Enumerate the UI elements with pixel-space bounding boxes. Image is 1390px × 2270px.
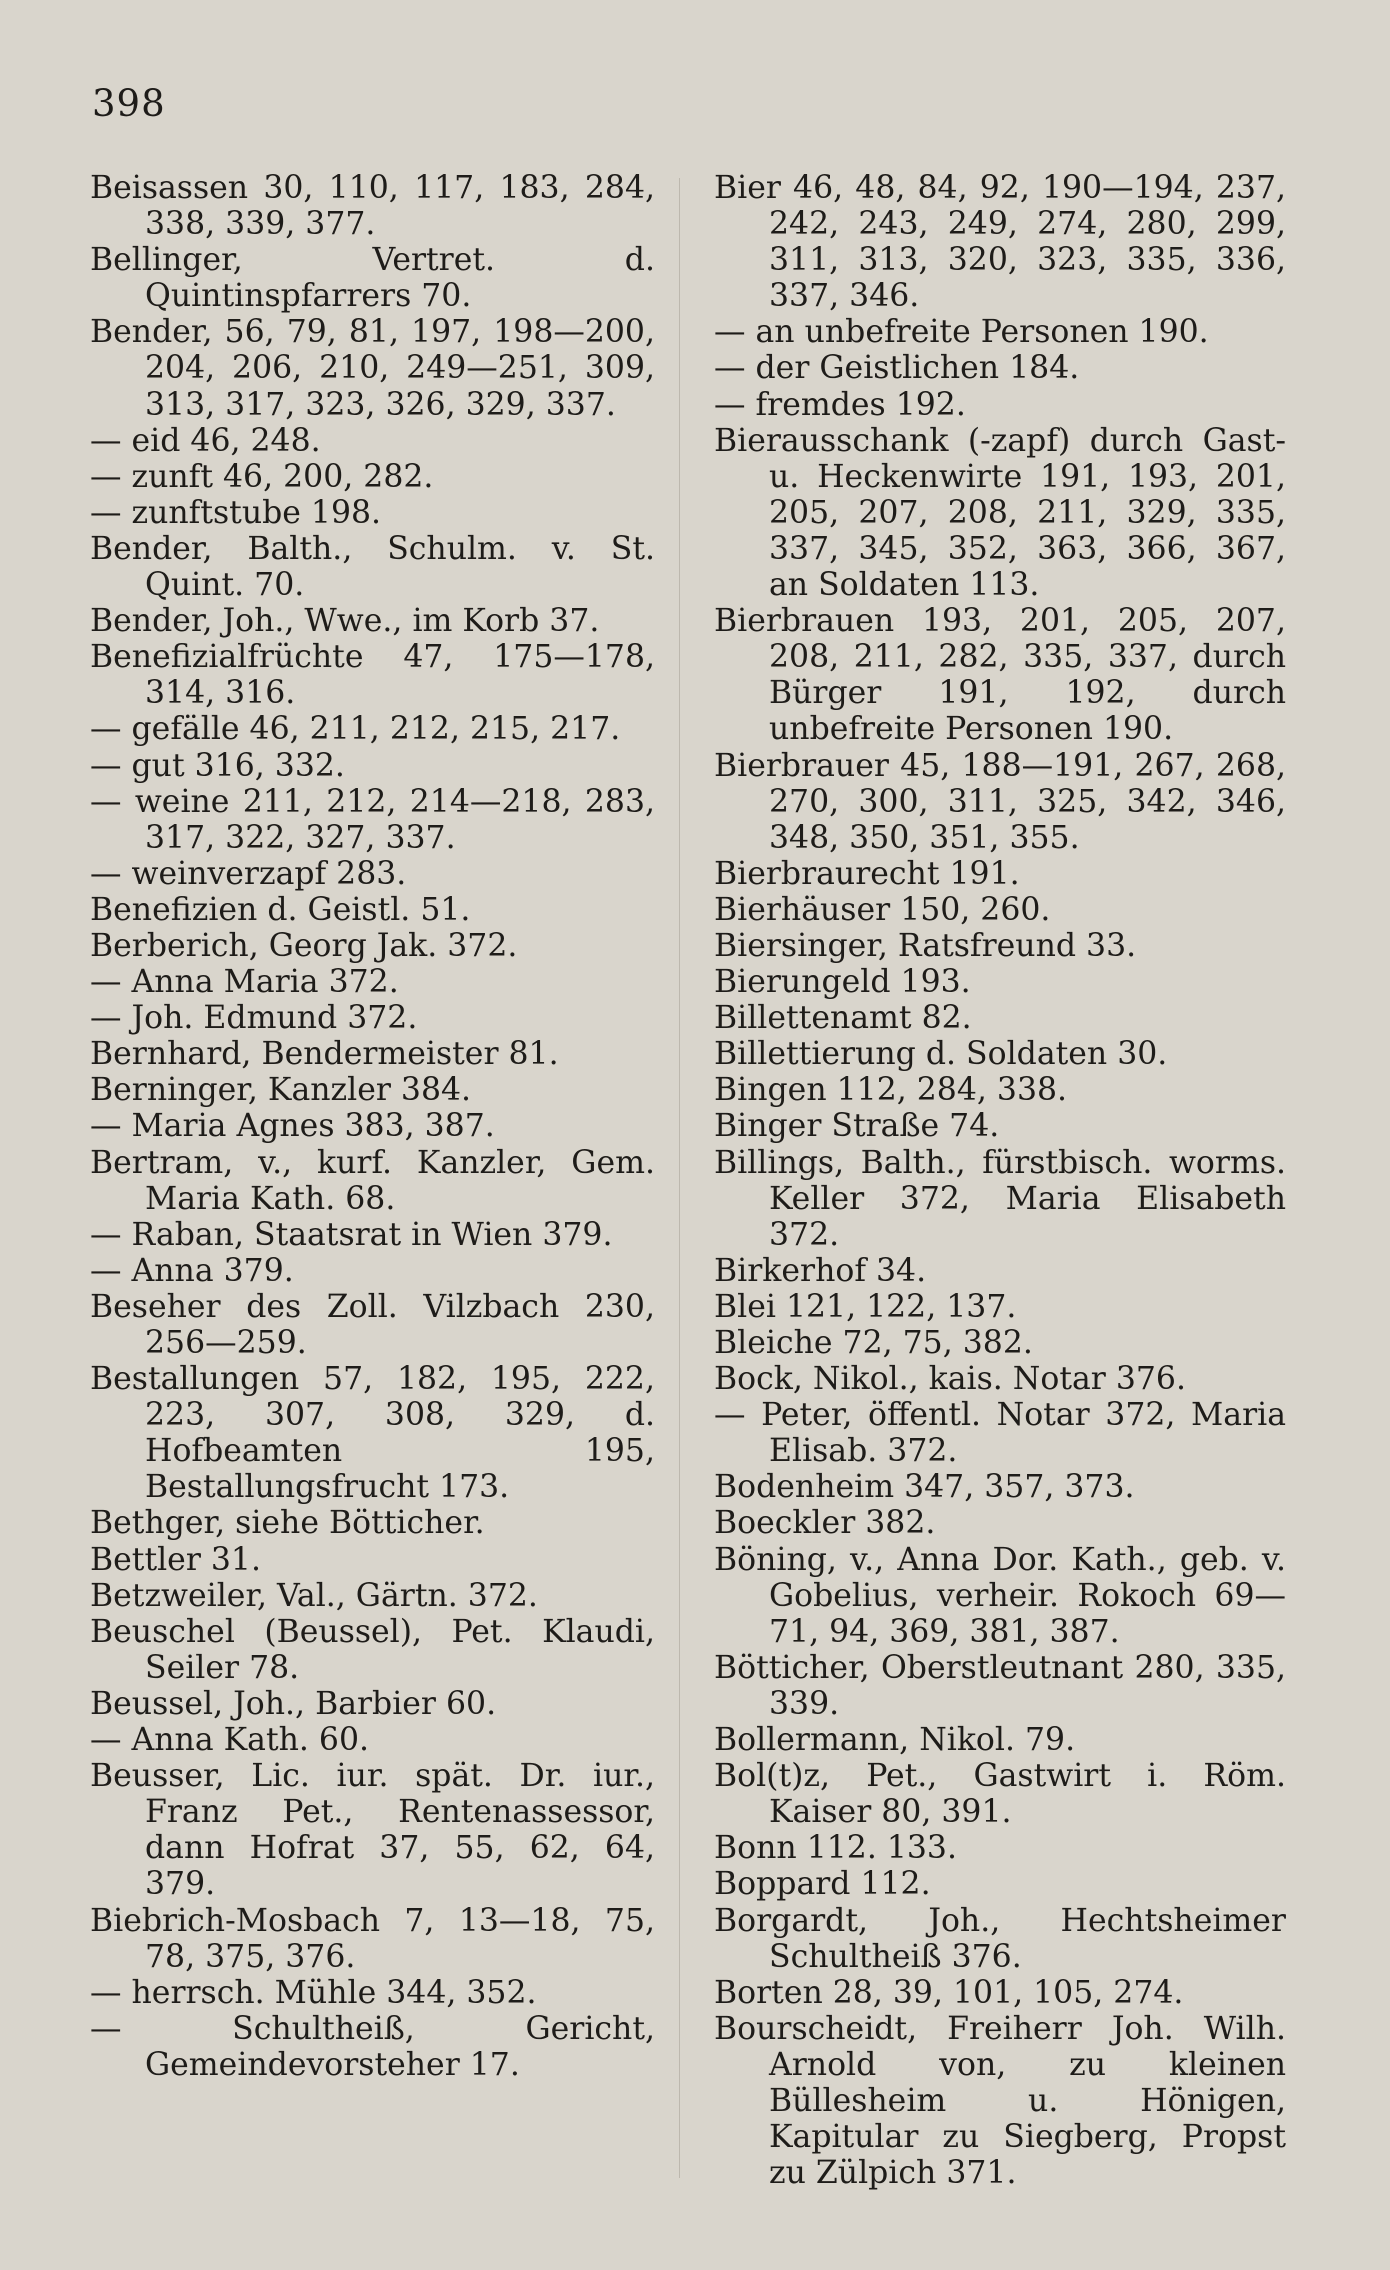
index-entry: Bender, Balth., Schulm. v. St. Quint. 70. [90,530,655,604]
index-entry: Bock, Nikol., kais. Notar 376. [714,1361,1186,1398]
index-entry: Birkerhof 34. [714,1252,927,1289]
index-entry: Bleiche 72, 75, 382. [714,1325,1033,1361]
index-entry: Biebrich-Mosbach 7, 13—18, 75, 78, 375, 376. [90,1902,655,1975]
index-entry: Bettler 31. [90,1541,261,1578]
index-entry: Bol(t)z, Pet., Gastwirt i. Röm. Kaiser 80, 391. [714,1758,1286,1831]
index-entry: Bierbraurecht 191. [714,855,1020,892]
index-entry: Bestallungen 57, 182, 195, 222, 223, 307, 308, 329, d. Hofbeamten 195, Bestallungsfrucht 173. [90,1361,655,1506]
index-entry: Beisassen 30, 110, 117, 183, 284, 338, 339, 377. [90,170,655,243]
index-entry: Billings, Balth., fürstbisch. worms. Keller 372, Maria Elisabeth 372. [714,1144,1286,1253]
index-entry: Bier 46, 48, 84, 92, 190—194, 237, 242, 243, 249, 274, 280, 299, 311, 313, 320, 323, 335, 336, 337, 346. [714,170,1286,315]
index-entry: Bender, 56, 79, 81, 197, 198—200, 204, 206, 210, 249—251, 309, 313, 317, 323, 326, 329, 337. [90,314,655,423]
index-entry: — gut 316, 332. [90,747,345,784]
index-entry: Beusser, Lic. iur. spät. Dr. iur., Franz Pet., Rentenassessor, dann Hofrat 37, 55, 62, 64, 379. [90,1758,655,1903]
index-entry: — zunftstube 198. [90,494,382,531]
index-entry: Bethger, siehe Bötticher. [90,1505,485,1542]
index-entry: — weinverzapf 283. [90,855,407,892]
index-entry: Billettenamt 82. [714,1000,972,1037]
column-divider [679,178,680,2178]
index-entry: Bertram, v., kurf. Kanzler, Gem. Maria Kath. 68. [90,1144,655,1217]
index-entry: Bellinger, Vertret. d. Quintinspfarrers 70. [90,242,655,315]
index-entry: Bötticher, Oberstleutnant 280, 335, 339. [714,1649,1286,1722]
index-entry: — an unbefreite Personen 190. [714,314,1209,351]
index-entry: Berninger, Kanzler 384. [90,1072,472,1109]
index-entry: Bierhäuser 150, 260. [714,891,1051,928]
index-entry: Betzweiler, Val., Gärtn. 372. [90,1577,538,1614]
index-entry: Bender, Joh., Wwe., im Korb 37. [90,603,600,640]
index-entry: Bonn 112. 133. [714,1830,957,1867]
index-entry: — der Geistlichen 184. [714,350,1080,387]
index-entry: — Peter, öffentl. Notar 372, Maria Elisab. 372. [714,1397,1286,1470]
index-entry: — Joh. Edmund 372. [90,1000,418,1037]
index-entry: Boeckler 382. [714,1505,936,1542]
index-entry: Bollermann, Nikol. 79. [714,1722,1076,1759]
index-entry: Böning, v., Anna Dor. Kath., geb. v. Gobelius, verheir. Rokoch 69—71, 94, 369, 381, 387. [714,1541,1286,1650]
index-entry: — Maria Agnes 383, 387. [90,1108,495,1145]
index-entry: — Anna 379. [90,1252,294,1289]
index-entry: — Schultheiß, Gericht, Gemeindevorsteher 17. [90,2010,655,2083]
index-entry: — Raban, Staatsrat in Wien 379. [90,1216,613,1253]
index-entry: Bernhard, Bendermeister 81. [90,1036,559,1073]
index-entry: Beussel, Joh., Barbier 60. [90,1685,497,1722]
index-entry: Benefizien d. Geistl. 51. [90,891,471,928]
index-entry: Bierausschank (-zapf) durch Gast- u. Heckenwirte 191, 193, 201, 205, 207, 208, 211, 329, 335, 337, 345, 352, 363, 366, 367, an Soldaten 113. [714,422,1286,604]
index-entry: Blei 121, 122, 137. [714,1288,1017,1325]
index-entry: Borten 28, 39, 101, 105, 274. [714,1974,1184,2011]
index-entry: — zunft 46, 200, 282. [90,458,434,495]
index-entry: Bodenheim 347, 357, 373. [714,1469,1135,1506]
index-entry: — weine 211, 212, 214—218, 283, 317, 322, 327, 337. [90,783,655,856]
index-entry: — gefälle 46, 211, 212, 215, 217. [90,711,621,748]
index-entry: Benefizialfrüchte 47, 175—178, 314, 316. [90,639,655,712]
index-entry: Beseher des Zoll. Vilzbach 230, 256—259. [90,1288,655,1361]
index-entry: Berberich, Georg Jak. 372. [90,927,518,964]
index-entry: Binger Straße 74. [714,1108,1000,1145]
index-entry: Bierbrauen 193, 201, 205, 207, 208, 211, 282, 335, 337, durch Bürger 191, 192, durch unbefreite Personen 190. [714,603,1286,748]
index-entry: Bourscheidt, Freiherr Joh. Wilh. Arnold von, zu kleinen Büllesheim u. Hönigen, Kapitular zu Siegberg, Propst zu Zülpich 371. [714,2010,1286,2192]
index-entry: Boppard 112. [714,1866,931,1903]
index-entry: Bierbrauer 45, 188—191, 267, 268, 270, 300, 311, 325, 342, 346, 348, 350, 351, 355. [714,747,1286,856]
index-column-left [90,170,655,2083]
index-entry: — eid 46, 248. [90,422,321,459]
index-entry: Bingen 112, 284, 338. [714,1072,1068,1109]
index-entry: — herrsch. Mühle 344, 352. [90,1974,537,2011]
index-entry: Biersinger, Ratsfreund 33. [714,927,1137,964]
index-entry: Billettierung d. Soldaten 30. [714,1036,1168,1073]
index-entry: Borgardt, Joh., Hechtsheimer Schultheiß 376. [714,1902,1286,1975]
index-entry: — fremdes 192. [714,386,966,423]
index-entry: — Anna Kath. 60. [90,1722,370,1759]
index-entry: Beuschel (Beussel), Pet. Klaudi, Seiler 78. [90,1613,655,1686]
page-number: 398 [92,82,166,125]
index-entry: — Anna Maria 372. [90,964,399,1001]
index-entry: Bierungeld 193. [714,964,971,1001]
index-column-right [714,170,1286,2191]
